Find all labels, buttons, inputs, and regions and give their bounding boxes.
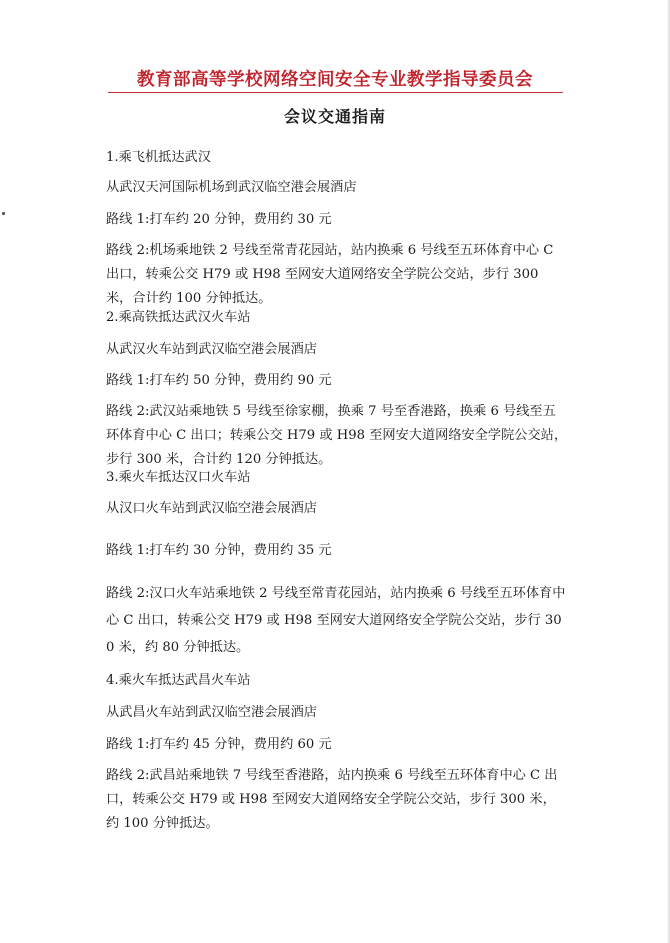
section-2-heading: 2.乘高铁抵达武汉火车站 [106,310,251,325]
section-3-heading: 3.乘火车抵达汉口火车站 [106,470,251,485]
section-3-route-1: 路线 1:打车约 30 分钟，费用约 35 元 [106,543,332,558]
document-title: 会议交通指南 [283,107,386,126]
section-4-route-1: 路线 1:打车约 45 分钟，费用约 60 元 [106,737,332,752]
section-4-heading: 4.乘火车抵达武昌火车站 [106,673,251,688]
scan-speck [2,212,5,215]
section-2-route-1: 路线 1:打车约 50 分钟，费用约 90 元 [106,373,332,388]
header-divider [108,92,563,93]
section-4-route-2: 路线 2:武昌站乘地铁 7 号线至香港路，站内换乘 6 号线至五环体育中心 C 出口，转乘公交 H79 或 H98 至网安大道网络安全学院公交站，步行 300 米，约 100 分钟抵达。 [106,768,558,831]
section-1-route-2: 路线 2:机场乘地铁 2 号线至常青花园站，站内换乘 6 号线至五环体育中心 C 出口，转乘公交 H79 或 H98 至网安大道网络安全学院公交站，步行 300 米，合计约 100 分钟抵达。 [106,243,554,306]
section-1-route-1: 路线 1:打车约 20 分钟，费用约 30 元 [106,212,332,227]
section-1-heading: 1.乘飞机抵达武汉 [106,150,211,165]
section-1-route-from: 从武汉天河国际机场到武汉临空港会展酒店 [106,180,357,195]
organization-title: 教育部高等学校网络空间安全专业教学指导委员会 [137,70,533,90]
section-3-route-from: 从汉口火车站到武汉临空港会展酒店 [106,501,317,516]
section-2-route-2: 路线 2:武汉站乘地铁 5 号线至徐家棚，换乘 7 号至香港路，换乘 6 号线至五环体育中心 C 出口；转乘公交 H79 或 H98 至网安大道网络安全学院公交站，步行 300 米，合计约 120 分钟抵达。 [106,404,568,467]
section-4-route-from: 从武昌火车站到武汉临空港会展酒店 [106,705,317,720]
section-2-route-from: 从武汉火车站到武汉临空港会展酒店 [106,342,317,357]
section-3-route-2: 路线 2:汉口火车站乘地铁 2 号线至常青花园站，站内换乘 6 号线至五环体育中心 C 出口，转乘公交 H79 或 H98 至网安大道网络安全学院公交站，步行 300 米，约 80 分钟抵达。 [106,586,566,655]
